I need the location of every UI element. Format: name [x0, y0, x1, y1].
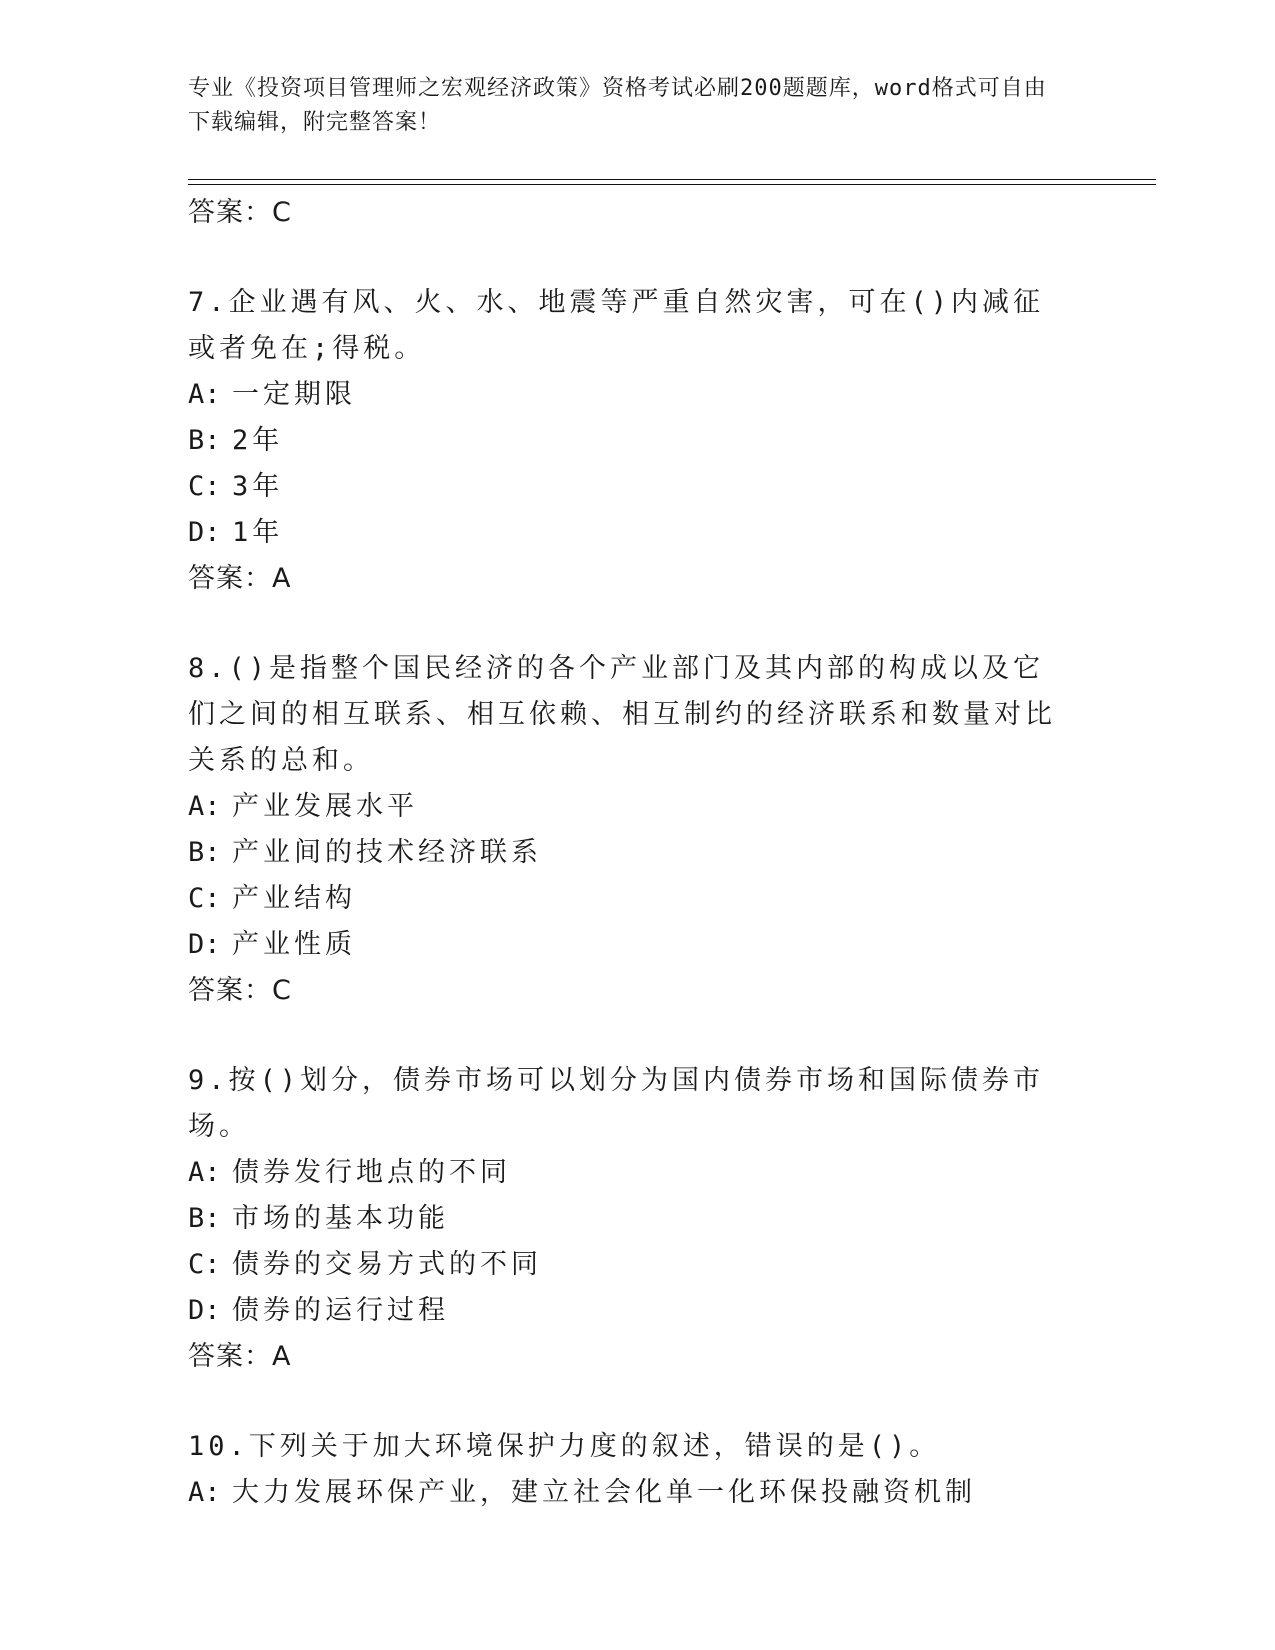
answer-line: 答案：C [188, 975, 292, 1006]
option-letter: D: [188, 1295, 221, 1326]
option-letter: D: [188, 929, 221, 960]
option-a [188, 372, 1068, 418]
question-stem: 10.下列关于加大环境保护力度的叙述，错误的是()。 [188, 1431, 941, 1462]
option-a [188, 784, 1068, 830]
option-letter: B: [188, 837, 221, 868]
option-letter: B: [188, 425, 221, 456]
option-b [188, 418, 1068, 464]
header-divider-top [188, 179, 1156, 180]
option-a [188, 1470, 1068, 1516]
option-d [188, 1288, 1068, 1334]
option-d [188, 922, 1068, 968]
option-text: 2年 [232, 425, 284, 456]
question-8 [188, 646, 1068, 1014]
question-9 [188, 1058, 1068, 1380]
option-letter: B: [188, 1203, 221, 1234]
answer-line: 答案：A [188, 563, 292, 594]
option-text: 市场的基本功能 [232, 1203, 449, 1234]
option-text: 产业结构 [232, 883, 356, 914]
question-7 [188, 280, 1068, 602]
option-b [188, 1196, 1068, 1242]
question-list [188, 190, 1068, 1516]
option-letter: A: [188, 379, 221, 410]
option-letter: C: [188, 1249, 221, 1280]
option-c [188, 464, 1068, 510]
option-text: 债券的运行过程 [232, 1295, 449, 1326]
option-letter: A: [188, 1157, 221, 1188]
header-divider-bottom [188, 184, 1156, 185]
option-text: 1年 [232, 517, 284, 548]
option-letter: A: [188, 1477, 221, 1508]
option-a [188, 1150, 1068, 1196]
question-stem: 7.企业遇有风、火、水、地震等严重自然灾害，可在()内减征或者免在;得税。 [188, 287, 1045, 364]
option-letter: C: [188, 471, 221, 502]
option-c [188, 876, 1068, 922]
option-letter: D: [188, 517, 221, 548]
option-text: 3年 [232, 471, 284, 502]
option-d [188, 510, 1068, 556]
option-text: 大力发展环保产业，建立社会化单一化环保投融资机制 [232, 1477, 976, 1508]
option-c [188, 1242, 1068, 1288]
answer-line: 答案：A [188, 1341, 292, 1372]
option-text: 产业间的技术经济联系 [232, 837, 542, 868]
question-stem: 9.按()划分，债券市场可以划分为国内债券市场和国际债券市场。 [188, 1065, 1045, 1142]
question-10 [188, 1424, 1068, 1516]
option-text: 产业发展水平 [232, 791, 418, 822]
option-letter: A: [188, 791, 221, 822]
option-text: 产业性质 [232, 929, 356, 960]
option-text: 债券的交易方式的不同 [232, 1249, 542, 1280]
document-header: 专业《投资项目管理师之宏观经济政策》资格考试必刷200题题库，word格式可自由下载编辑，附完整答案！ [188, 76, 1047, 135]
option-text: 债券发行地点的不同 [232, 1157, 511, 1188]
question-stem: 8.()是指整个国民经济的各个产业部门及其内部的构成以及它们之间的相互联系、相互依赖、相互制约的经济联系和数量对比关系的总和。 [188, 653, 1056, 776]
option-letter: C: [188, 883, 221, 914]
option-text: 一定期限 [232, 379, 356, 410]
option-b [188, 830, 1068, 876]
previous-answer: 答案：C [188, 197, 292, 228]
